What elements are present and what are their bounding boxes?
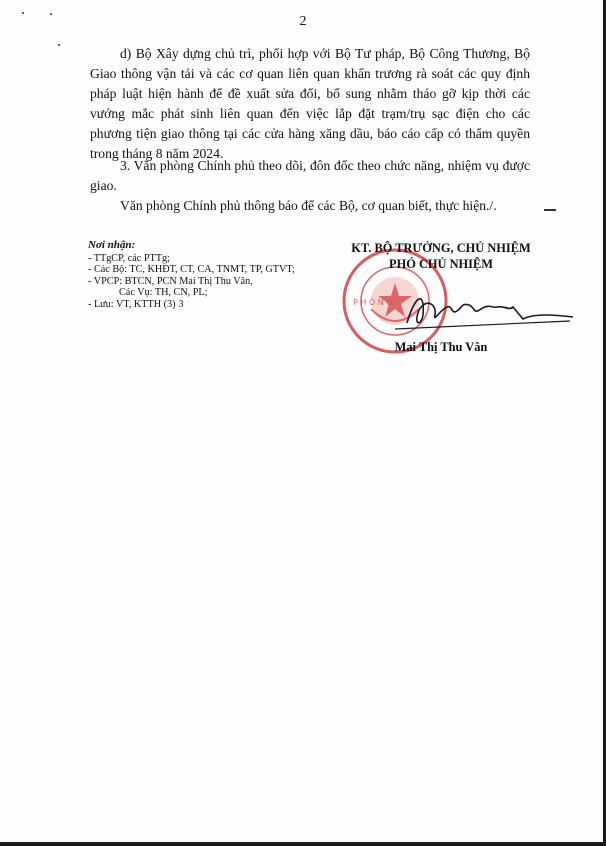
- paragraph-closing: Văn phòng Chính phủ thông báo để các Bộ, cơ quan biết, thực hiện./.: [120, 198, 497, 213]
- signatory-title: KT. BỘ TRƯỞNG, CHỦ NHIỆM: [351, 241, 531, 255]
- paragraph-d: d) Bộ Xây dựng chủ trì, phối hợp với Bộ Tư pháp, Bộ Công Thương, Bộ Giao thông vận tải và các cơ quan liên quan khẩn trương rà soát các quy định pháp luật hiện hành để đề xuất sửa đổi, bổ sung nhằm tháo gỡ kịp thời các vướng mắc phát sinh liên quan đến việc lắp đặt trạm/trụ sạc điện cho các phương tiện giao thông tại các cửa hàng xăng dầu, báo cáo cấp có thẩm quyền trong tháng 8 năm 2024.: [90, 46, 530, 161]
- recipient-line: - TTgCP, các PTTg;: [88, 252, 170, 264]
- paragraph-3: 3. Văn phòng Chính phủ theo dõi, đôn đốc theo chức năng, nhiệm vụ được giao.: [90, 158, 530, 193]
- recipient-line: - Các Bộ: TC, KHĐT, CT, CA, TNMT, TP, GTVT;: [88, 264, 295, 276]
- scan-speck: [58, 44, 60, 46]
- page-number: 2: [299, 14, 307, 29]
- recipient-line: - Lưu: VT, KTTH (3) 3: [88, 298, 184, 310]
- signatory-position: PHÓ CHỦ NHIỆM: [389, 257, 493, 271]
- recipients-title: Nơi nhận:: [88, 239, 136, 251]
- signatory-block: [326, 240, 556, 272]
- handwritten-mark: 3: [178, 298, 184, 310]
- recipient-line: Các Vụ: TH, CN, PL;: [119, 287, 208, 299]
- recipient-line: - VPCP: BTCN, PCN Mai Thị Thu Vân,: [88, 275, 253, 287]
- recipients-block: [88, 240, 338, 311]
- signatory-name: Mai Thị Thu Vân: [394, 340, 488, 354]
- page-border: [0, 842, 606, 846]
- handwritten-signature: [385, 285, 575, 335]
- svg-text:P H Ò N G: P H Ò N G: [353, 298, 393, 307]
- pen-mark: [544, 209, 556, 211]
